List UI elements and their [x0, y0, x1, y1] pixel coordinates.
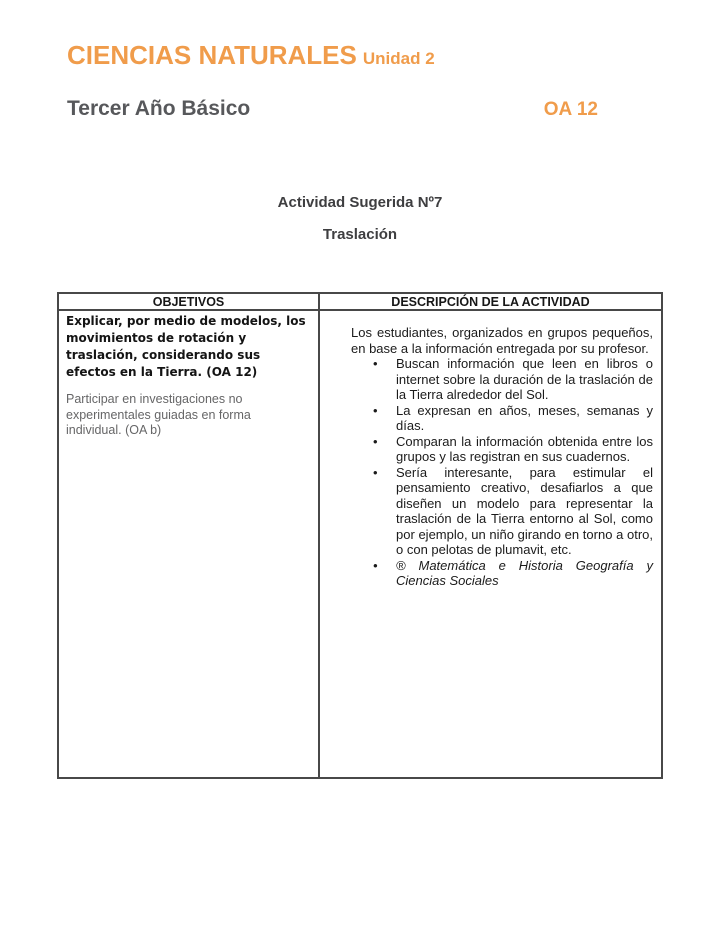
objectives-cell [59, 311, 320, 777]
table-header-objectives: OBJETIVOS [59, 294, 320, 311]
list-item-text: Comparan la información obtenida entre los grupos y las registran en sus cuadernos. [396, 433, 653, 464]
bullet-icon [373, 558, 378, 574]
list-item [351, 356, 653, 403]
table-header-description: DESCRIPCIÓN DE LA ACTIVIDAD [320, 294, 661, 311]
bullet-icon [373, 465, 378, 481]
activity-subtitle: Traslación [322, 226, 398, 243]
activity-table [57, 292, 663, 779]
activity-bullet-list [351, 356, 653, 589]
list-item-text: Buscan información que leen en libros o internet sobre la duración de la traslación de la Tierra alrededor del Sol. [396, 356, 653, 402]
list-item-text: La expresan en años, meses, semanas y días. [396, 402, 653, 433]
objective-main-text: Explicar, por medio de modelos, los movimientos de rotación y traslación, considerando sus efectos en la Tierra. (OA 12) [66, 314, 306, 379]
objective-secondary-text: Participar en investigaciones no experimentales guiadas en forma individual. (OA b) [66, 392, 251, 437]
grade-title: Tercer Año Básico [67, 97, 251, 120]
bullet-icon [373, 434, 378, 450]
description-intro: Los estudiantes, organizados en grupos pequeños, en base a la información entregada por su profesor. [351, 325, 653, 356]
list-item-text: ® Matemática e Historia Geografía y Ciencias Sociales [396, 557, 653, 588]
course-title: CIENCIAS NATURALES [67, 40, 357, 70]
bullet-icon [373, 403, 378, 419]
document-subheader [67, 97, 598, 121]
list-item-text: Sería interesante, para estimular el pensamiento creativo, desafiarlos a que diseñen un modelo para representar la traslación de la Tierra entorno al Sol, como por ejemplo, un niño girando en torno a otro, o con pelotas de plumavit, etc. [396, 464, 653, 557]
bullet-icon [373, 356, 378, 372]
unit-label: Unidad 2 [362, 49, 435, 68]
oa-code-badge: OA 12 [543, 99, 598, 120]
list-item [351, 558, 653, 589]
list-item [351, 465, 653, 558]
activity-title: Actividad Sugerida Nº7 [277, 194, 443, 211]
description-cell [320, 311, 661, 777]
list-item [351, 434, 653, 465]
document-header [67, 40, 435, 71]
list-item [351, 403, 653, 434]
